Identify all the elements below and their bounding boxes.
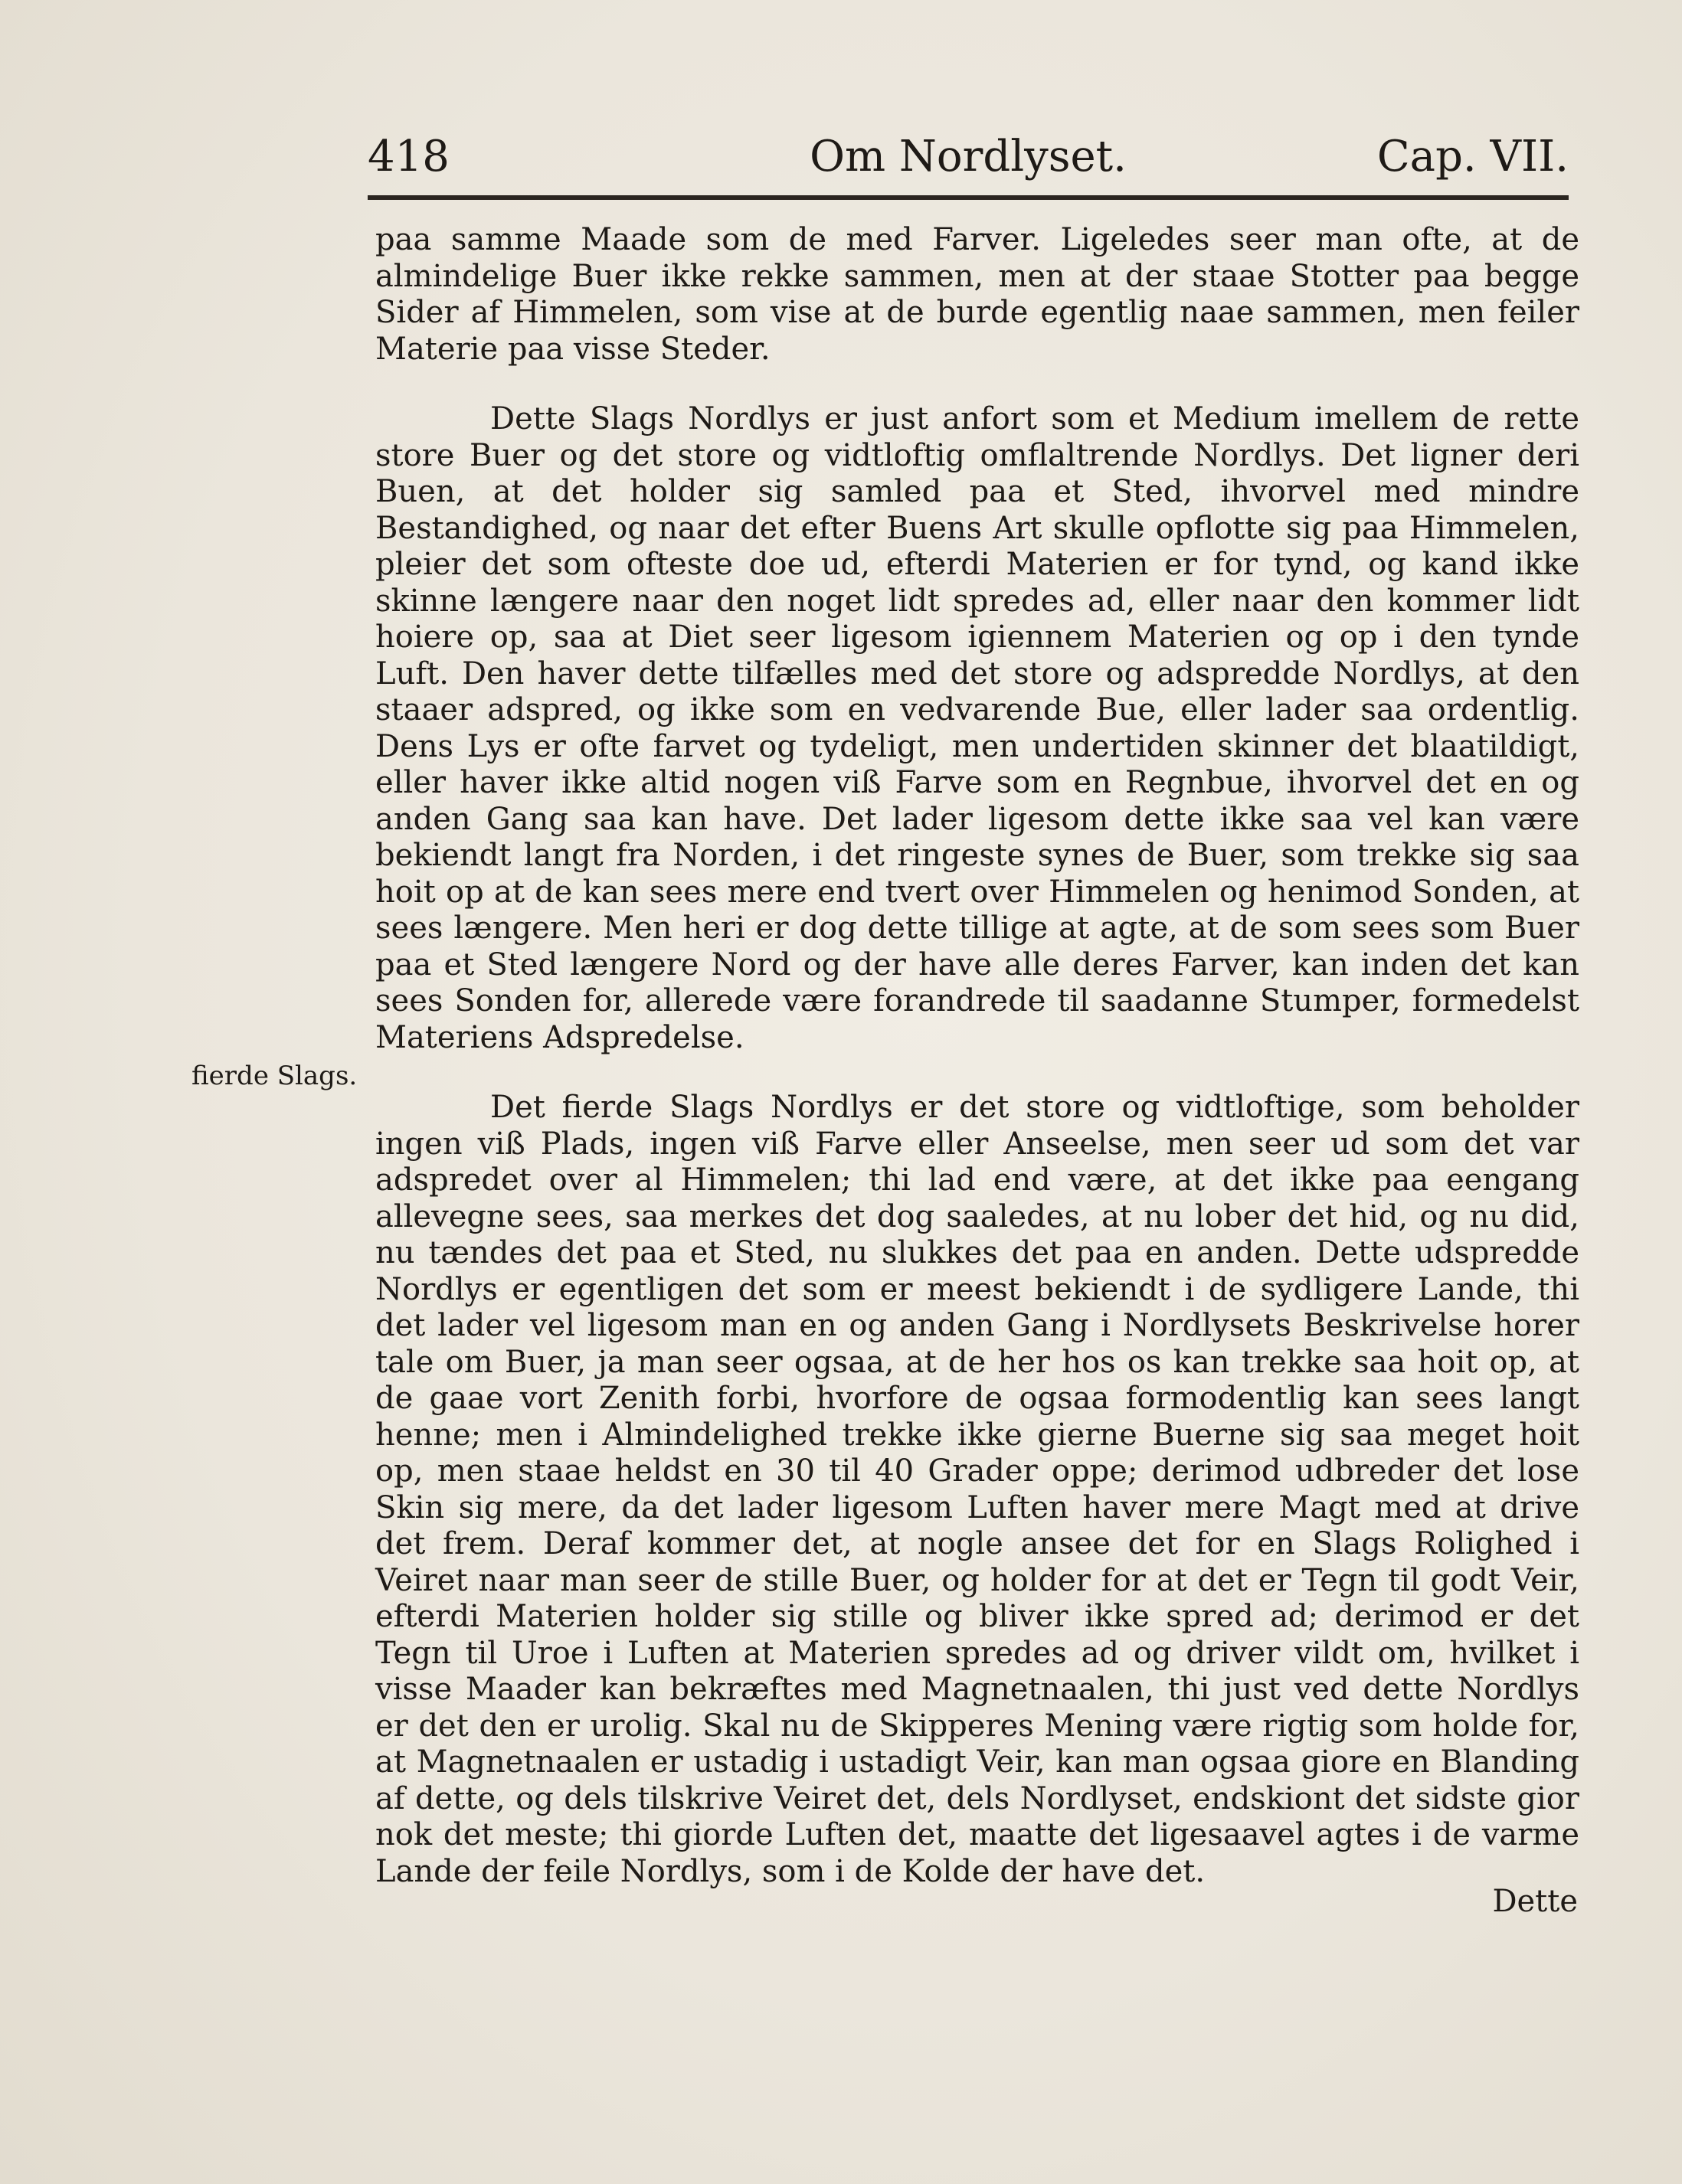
chapter-label: Cap. VII. [1376,132,1569,181]
header-rule [368,195,1569,200]
body-text [375,222,1579,1890]
paragraph-third-kind: Dette Slags Nordlys er just anfort som et Medium imellem de rette store Buer og det store og vidtloftig omflaltrende Nordlys. Det ligner deri Buen, at det holder sig samled paa et Sted, ihvorvel med mindre Bestandighed, og naar det efter Buens Art skulle opflotte sig paa Himmelen, pleier det som ofteste doe ud, efterdi Materien er for tynd, og kand ikke skinne længere naar den noget lidt spredes ad, eller naar den kommer lidt hoiere op, saa at Diet seer ligesom igiennem Materien og op i den tynde Luft. Den haver dette tilfælles med det store og adspredde Nordlys, at den staaer adspred, og ikke som en vedvarende Bue, eller lader saa ordentlig. Dens Lys er ofte farvet og tydeligt, men undertiden skinner det blaatildigt, eller haver ikke altid nogen viß Farve som en Regnbue, ihvorvel det en og anden Gang saa kan have. Det lader ligesom dette ikke saa vel kan være bekiendt langt fra Norden, i det ringeste synes de Buer, som trekke sig saa hoit op at de kan sees mere end tvert over Himmelen og henimod Sonden, at sees længere. Men heri er dog dette tillige at agte, at de som sees som Buer paa et Sted længere Nord og der have alle deres Farver, kan inden det kan sees Sonden for, allerede være forandrede til saadanne Stumper, formedelst Materiens Adspredelse. [375,401,1579,1055]
paragraph-continuation: paa samme Maade som de med Farver. Ligeledes seer man ofte, at de almindelige Buer ikke rekke sammen, men at der staae Stotter paa begge Sider af Himmelen, som vise at de burde egentlig naae sammen, men feiler Materie paa visse Steder. [375,222,1579,367]
page-header [368,123,1569,191]
catchword: Dette [1492,1884,1578,1919]
margin-note: fierde Slags. [191,1061,358,1091]
paragraph-fourth-kind: Det fierde Slags Nordlys er det store og vidtloftige, som beholder ingen viß Plads, ingen viß Farve eller Anseelse, men seer ud som det var adspredet over al Himmelen; thi lad end være, at det ikke paa eengang allevegne sees, saa merkes det dog saaledes, at nu lober det hid, og nu did, nu tændes det paa et Sted, nu slukkes det paa en anden. Dette udspredde Nordlys er egentligen det som er meest bekiendt i de sydligere Lande, thi det lader vel ligesom man en og anden Gang i Nordlysets Beskrivelse horer tale om Buer, ja man seer ogsaa, at de her hos os kan trekke saa hoit op, at de gaae vort Zenith forbi, hvorfore de ogsaa formodentlig kan sees langt henne; men i Almindelighed trekke ikke gierne Buerne sig saa meget hoit op, men staae heldst en 30 til 40 Grader oppe; derimod udbreder det lose Skin sig mere, da det lader ligesom Luften haver mere Magt med at drive det frem. Deraf kommer det, at nogle ansee det for en Slags Rolighed i Veiret naar man seer de stille Buer, og holder for at det er Tegn til godt Veir, efterdi Materien holder sig stille og bliver ikke spred ad; derimod er det Tegn til Uroe i Luften at Materien spredes ad og driver vildt om, hvilket i visse Maader kan bekræftes med Magnetnaalen, thi just ved dette Nordlys er det den er urolig. Skal nu de Skipperes Mening være rigtig som holde for, at Magnetnaalen er ustadig i ustadigt Veir, kan man ogsaa giore en Blanding af dette, og dels tilskrive Veiret det, dels Nordlyset, endskiont det sidste gior nok det meste; thi giorde Luften det, maatte det ligesaavel agtes i de varme Lande der feile Nordlys, som i de Kolde der have det. [375,1090,1579,1889]
page-number: 418 [368,132,450,181]
running-title: Om Nordlyset. [810,132,1127,181]
